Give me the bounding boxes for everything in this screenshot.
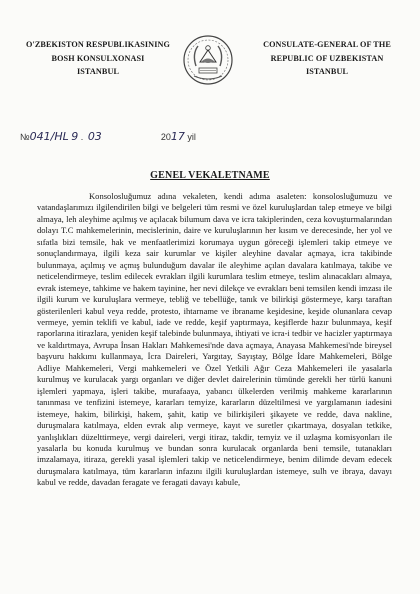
header-right-line-3: ISTANBUL (305, 67, 349, 76)
reference-line: №041/HL 9 . 03 2017 yil (20, 130, 196, 143)
reference-number-prefix: № (20, 132, 30, 142)
reference-month: 03 (87, 130, 102, 143)
header-left-block (18, 38, 178, 79)
header-left-line-3: ISTANBUL (76, 67, 120, 76)
state-emblem-icon (182, 34, 234, 86)
reference-number: 041/HL (29, 130, 69, 143)
header-right-line-2: REPUBLIC OF UZBEKISTAN (270, 53, 384, 63)
header-right-block (248, 38, 406, 79)
document-title: GENEL VEKALETNAME (150, 170, 270, 181)
header-right-line-1: CONSULATE-GENERAL OF THE (263, 40, 391, 49)
reference-year-suffix: yil (187, 132, 196, 142)
body-paragraph: Konsolosluğumuz adına vekaleten, kendi adıma asaleten: konsolosluğumuzu ve vatandaşlarımızı ilgilendirilen bilgi ve belgeleri tüm resmi ve özel kuruluşlardan talep etmeye ve bilgi almaya, leh aleyhime açılmış ve açılacak bilumum dava ve icra takiplerinden, ceza kovuşturmalarından dolayı T.C mahkemelerinin, mecislerinin, daire ve kuruluşlarının her kısım ve derecesinde, her yol ve sıfatla bizi temsile, hak ve menfaatlerimizi korumaya uygun göreceği işlemleri takip etmeye ve sonuçlandırmaya, ilgili keza sair kurumlar ve kişiler aleyhine davalar açmaya, icra takibinde bulunmaya, açılmış ve açmış bulunduğum davalar ile aleyhime açılan davalara katılmaya, takibe ve neticelendirmeye, teslim edilecek evrakları ilgili kurumlara teslim etmeye, teslim alınacakları almaya, evrak istemeye, tahkime ve hakem tayinine, her nevi dilekçe ve evrakları beni temsilen kendi imzası ile ilgili kurum ve kuruluşlara vermeye, tebliğ ve tebellüğe, tanık ve bilirkişi göstermeye, karşı taraftan gösterilenleri kabul veya redde, protesto, ihtarname ve ibraname keşidesine, keşide olunanlara cevap vermeye, yemin teklifi ve kabul, iade ve redde, keşif yaptırmaya, keşiflerde hazır bulunmaya, keşif raporlarına itirazlara, yeniden keşif talebinde bulunmaya, ihtiyati ve icra-i tedbir ve hacizler yaptırmaya ve kaldırtmaya, Avrupa İnsan Hakları Mahkemesi'nde dava açmaya, Anayasa Mahkemesi'nde bireysel başvuru hakkımı kullanmaya, İcra Daireleri, Yargıtay, Sayıştay, Bölge İdare Mahkemeleri, Bölge Adliye Mahkemeleri, Vergi mahkemeleri ve Özel Yetkili Ağır Ceza Mahkemeleri ile yasalarla kurulmuş ve kurulacak yargı organları ve diğer devlet dairelerinin tümünde gerekli her türlü kanuni işlemleri yapmaya, işleri takibe, murafaaya, yabancı ülkelerden verilmiş mahkeme kararlarının tanınması ve tenfizini istemeye, kararları temyize, kararların düzeltilmesi ve yargılamanın iadesini istemeye, hakim, bilirkişi, hakem, şahit, katip ve bilirkişileri şikayete ve redde, dava nakline, duruşmalara katılmaya, elden evrak alıp vermeye, kayıt ve suretler çıkartmaya, dosyalan tetkike, yanlışlıkları düzelttirmeye, vergi daireleri, vergi itiraz, takdir, temyiz ve il uzlaşma komisyonları ile yasalarla bu konuda kurulmuş ve bundan sonra kurulacak organlarda beni temsile, tutanakları imzalamaya, itiraza, gerekli yasal işlemleri takip ve neticelendirmeye, benim dilimde devam edecek duruşmalara katılmaya, tüm kararların infazını ilgili kuruluşlardan istemeye, sulh ve ibraya, davayı kabul ve redde, davadan feragate ve feragati davayı kabule, (37, 191, 392, 488)
reference-day: 9 (71, 130, 79, 143)
document-body (37, 191, 392, 489)
reference-year-prefix: 20 (160, 132, 171, 142)
header-left-line-2: BOSH KONSULXONASI (51, 53, 145, 63)
header-left-line-1: O'ZBEKISTON RESPUBLIKASINING (26, 40, 170, 49)
reference-year: 17 (170, 130, 185, 143)
